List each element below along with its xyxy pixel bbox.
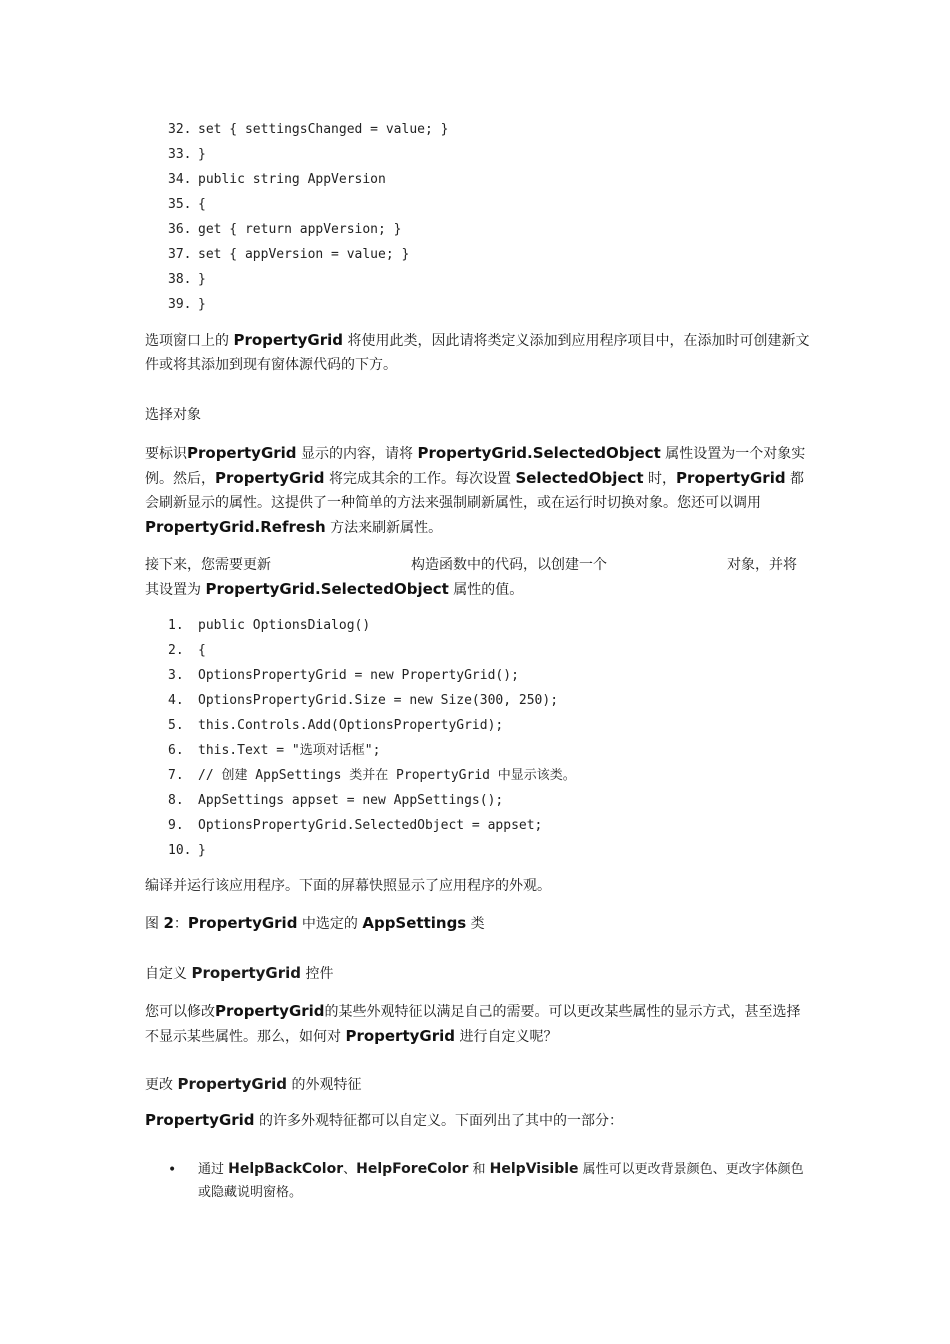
figure-caption bbox=[145, 911, 810, 936]
text: 控件 bbox=[301, 966, 334, 982]
text: 通过 bbox=[198, 1162, 229, 1177]
code-text: // 创建 AppSettings 类并在 PropertyGrid 中显示该类。 bbox=[198, 768, 576, 783]
text: 和 bbox=[468, 1162, 490, 1177]
paragraph-appearance-list-intro bbox=[145, 1108, 810, 1133]
line-number: 38. bbox=[168, 272, 192, 287]
line-number: 2. bbox=[168, 643, 184, 658]
text: 属性的值。 bbox=[448, 582, 524, 598]
term: HelpVisible bbox=[489, 1161, 579, 1177]
code-line bbox=[168, 788, 576, 813]
text: 选项窗口上的 bbox=[145, 333, 234, 349]
code-line bbox=[168, 638, 576, 663]
term: HelpForeColor bbox=[356, 1161, 469, 1177]
paragraph-class-usage bbox=[145, 328, 810, 377]
text: 图 bbox=[145, 916, 164, 932]
line-number: 7. bbox=[168, 768, 184, 783]
term: PropertyGrid bbox=[676, 469, 786, 487]
code-line bbox=[168, 142, 448, 167]
text: 方法来刷新属性。 bbox=[325, 520, 443, 536]
code-text: set { settingsChanged = value; } bbox=[198, 122, 449, 137]
bullet-icon: • bbox=[168, 1162, 177, 1178]
figure-number: 2 bbox=[163, 914, 174, 932]
line-number: 1. bbox=[168, 618, 184, 633]
code-text: OptionsPropertyGrid.SelectedObject = appset; bbox=[198, 818, 543, 833]
code-line bbox=[168, 763, 576, 788]
text: ： bbox=[173, 916, 188, 932]
code-line bbox=[168, 242, 448, 267]
line-number: 39. bbox=[168, 297, 192, 312]
line-number: 5. bbox=[168, 718, 184, 733]
text: 都会刷新显示的属性。这提供了一种简单的方法来强制刷新属性，或在运行时切换对象。您还可以调用 bbox=[145, 471, 805, 511]
term: SelectedObject bbox=[515, 469, 644, 487]
code-text: } bbox=[198, 272, 206, 287]
code-block-2 bbox=[168, 613, 576, 863]
text: 接下来，您需要更新 bbox=[145, 557, 271, 573]
term: AppSettings bbox=[362, 914, 467, 932]
text: 进行自定义呢？ bbox=[455, 1029, 558, 1045]
line-number: 9. bbox=[168, 818, 184, 833]
text: 的某些外观特征以满足自己的需要。可以更改某些属性的显示方式，甚至选择不显示某些属性。那么，如何对 bbox=[145, 1004, 801, 1045]
term: PropertyGrid bbox=[233, 331, 343, 349]
code-text: OptionsPropertyGrid = new PropertyGrid(); bbox=[198, 668, 519, 683]
section-heading-select-object: 选择对象 bbox=[145, 407, 201, 423]
term: PropertyGrid.SelectedObject bbox=[417, 444, 661, 462]
line-number: 6. bbox=[168, 743, 184, 758]
code-text: set { appVersion = value; } bbox=[198, 247, 410, 262]
code-text: get { return appVersion; } bbox=[198, 222, 402, 237]
code-line bbox=[168, 292, 448, 317]
text: 显示的内容，请将 bbox=[296, 446, 418, 462]
line-number: 8. bbox=[168, 793, 184, 808]
text: 构造函数中的代码，以创建一个 bbox=[411, 557, 607, 573]
text: 将使用此类，因此请将类定义添加到应用程序项目中，在添加时可创建新文件或将其添加到现有窗体源代码的下方。 bbox=[145, 333, 810, 373]
term: PropertyGrid.Refresh bbox=[145, 518, 326, 536]
code-text: public string AppVersion bbox=[198, 172, 386, 187]
paragraph-compile-run: 编译并运行该应用程序。下面的屏幕快照显示了应用程序的外观。 bbox=[145, 878, 551, 894]
code-line bbox=[168, 117, 448, 142]
code-text: public OptionsDialog() bbox=[198, 618, 371, 633]
paragraph-update-constructor bbox=[145, 553, 810, 602]
code-line bbox=[168, 192, 448, 217]
code-text: this.Controls.Add(OptionsPropertyGrid); bbox=[198, 718, 504, 733]
code-text: OptionsPropertyGrid.Size = new Size(300, 250); bbox=[198, 693, 559, 708]
paragraph-customize bbox=[145, 999, 810, 1049]
text: 类 bbox=[466, 916, 485, 932]
text: 对象，并将其设置为 bbox=[145, 557, 797, 598]
code-text: this.Text = "选项对话框"; bbox=[198, 743, 381, 758]
term: PropertyGrid bbox=[187, 914, 298, 932]
text: 时， bbox=[643, 471, 677, 487]
section-heading-appearance bbox=[145, 1072, 361, 1097]
term: PropertyGrid bbox=[215, 469, 325, 487]
code-text: AppSettings appset = new AppSettings(); bbox=[198, 793, 504, 808]
text: 的许多外观特征都可以自定义。下面列出了其中的一部分： bbox=[254, 1113, 623, 1129]
text: 属性可以更改背景颜色、更改字体颜色或隐藏说明窗格。 bbox=[198, 1162, 804, 1200]
code-text: { bbox=[198, 197, 206, 212]
term: PropertyGrid bbox=[345, 1027, 455, 1045]
line-number: 33. bbox=[168, 147, 192, 162]
line-number: 37. bbox=[168, 247, 192, 262]
code-line bbox=[168, 838, 576, 863]
code-line bbox=[168, 613, 576, 638]
code-line bbox=[168, 267, 448, 292]
code-line bbox=[168, 713, 576, 738]
line-number: 32. bbox=[168, 122, 192, 137]
code-line bbox=[168, 167, 448, 192]
term: PropertyGrid bbox=[177, 1075, 287, 1093]
line-number: 35. bbox=[168, 197, 192, 212]
line-number: 10. bbox=[168, 843, 192, 858]
code-line bbox=[168, 688, 576, 713]
section-heading-customize bbox=[145, 961, 333, 986]
code-text: } bbox=[198, 147, 206, 162]
term: PropertyGrid bbox=[145, 1111, 255, 1129]
text: 的外观特征 bbox=[287, 1077, 362, 1093]
code-block-1 bbox=[168, 117, 448, 317]
term: PropertyGrid bbox=[215, 1002, 325, 1020]
text: 更改 bbox=[145, 1077, 178, 1093]
code-text: } bbox=[198, 297, 206, 312]
code-line bbox=[168, 813, 576, 838]
term: PropertyGrid.SelectedObject bbox=[205, 580, 449, 598]
line-number: 36. bbox=[168, 222, 192, 237]
text: 您可以修改 bbox=[145, 1004, 215, 1020]
code-line bbox=[168, 217, 448, 242]
text: 将完成其余的工作。每次设置 bbox=[324, 471, 516, 487]
term: HelpBackColor bbox=[228, 1161, 344, 1177]
term: PropertyGrid bbox=[187, 444, 297, 462]
line-number: 3. bbox=[168, 668, 184, 683]
text: 中选定的 bbox=[297, 916, 363, 932]
text: 、 bbox=[343, 1162, 357, 1177]
paragraph-selected-object bbox=[145, 441, 810, 540]
line-number: 4. bbox=[168, 693, 184, 708]
code-line bbox=[168, 663, 576, 688]
term: PropertyGrid bbox=[191, 964, 301, 982]
code-line bbox=[168, 738, 576, 763]
list-item-text bbox=[198, 1158, 808, 1204]
line-number: 34. bbox=[168, 172, 192, 187]
text: 自定义 bbox=[145, 966, 192, 982]
text: 要标识 bbox=[145, 446, 187, 462]
code-text: } bbox=[198, 843, 206, 858]
text: 属性设置为一个对象实例。然后， bbox=[145, 446, 806, 487]
code-text: { bbox=[198, 643, 206, 658]
